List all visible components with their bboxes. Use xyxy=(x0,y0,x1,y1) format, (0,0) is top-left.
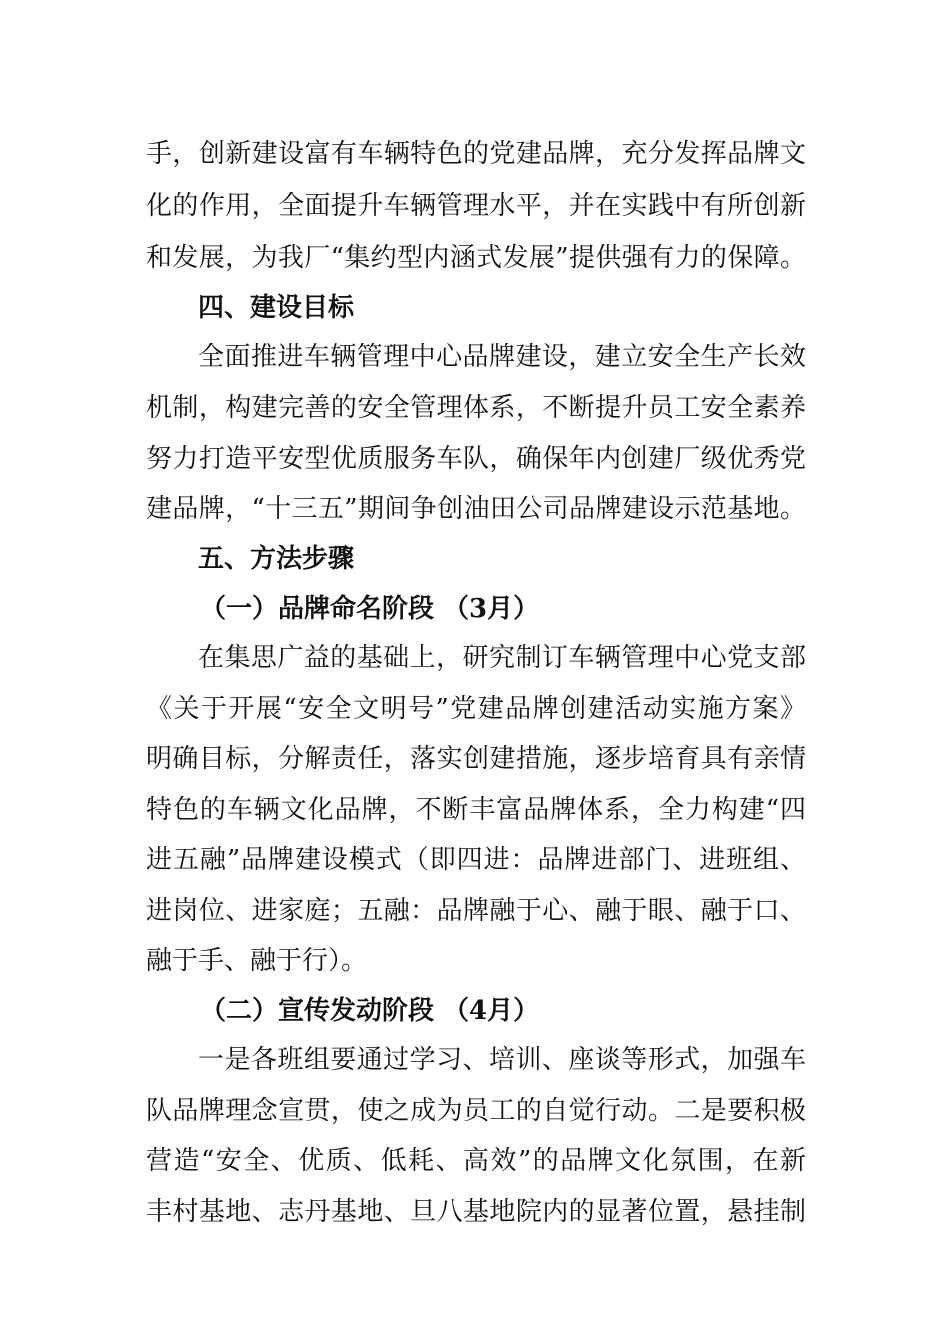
body-text-line: 一是各班组要通过学习、培训、座谈等形式，加强车 xyxy=(198,1045,806,1075)
body-text-line: 建品牌，“十三五”期间争创油田公司品牌建设示范基地。 xyxy=(146,494,806,524)
body-text-line: 全面推进车辆管理中心品牌建设，建立安全生产长效 xyxy=(198,342,806,372)
body-text-line: 进五融”品牌建设模式（即四进：品牌进部门、进班组、 xyxy=(146,845,806,875)
body-text-line: 在集思广益的基础上，研究制订车辆管理中心党支部 xyxy=(198,643,806,673)
body-text-line: 队品牌理念宣贯，使之成为员工的自觉行动。二是要积极 xyxy=(146,1096,806,1126)
body-text-line: 融于手、融于行）。 xyxy=(146,946,368,976)
body-text-line: 进岗位、进家庭；五融：品牌融于心、融于眼、融于口、 xyxy=(146,896,806,926)
body-text-line: 明确目标，分解责任，落实创建措施，逐步培育具有亲情 xyxy=(146,744,806,774)
body-text-line: 手，创新建设富有车辆特色的党建品牌，充分发挥品牌文 xyxy=(146,139,806,169)
section-heading-method-steps: 五、方法步骤 xyxy=(198,544,355,574)
body-text-line: 化的作用，全面提升车辆管理水平，并在实践中有所创新 xyxy=(146,191,806,221)
body-text-line: 和发展，为我厂“集约型内涵式发展”提供强有力的保障。 xyxy=(146,243,806,273)
body-text-line: 《关于开展“安全文明号”党建品牌创建活动实施方案》 xyxy=(146,694,806,724)
body-text-line: 努力打造平安型优质服务车队，确保年内创建厂级优秀党 xyxy=(146,444,806,474)
subsection-heading-publicity-stage: （二）宣传发动阶段 （4月） xyxy=(200,996,540,1026)
body-text-line: 机制，构建完善的安全管理体系，不断提升员工安全素养 xyxy=(146,393,806,423)
section-heading-construction-goals: 四、建设目标 xyxy=(198,293,355,323)
body-text-line: 丰村基地、志丹基地、旦八基地院内的显著位置，悬挂制 xyxy=(146,1197,806,1227)
body-text-line: 营造“安全、优质、低耗、高效”的品牌文化氛围，在新 xyxy=(146,1146,806,1176)
subsection-heading-naming-stage: （一）品牌命名阶段 （3月） xyxy=(200,594,540,624)
body-text-line: 特色的车辆文化品牌，不断丰富品牌体系，全力构建“四 xyxy=(146,795,806,825)
